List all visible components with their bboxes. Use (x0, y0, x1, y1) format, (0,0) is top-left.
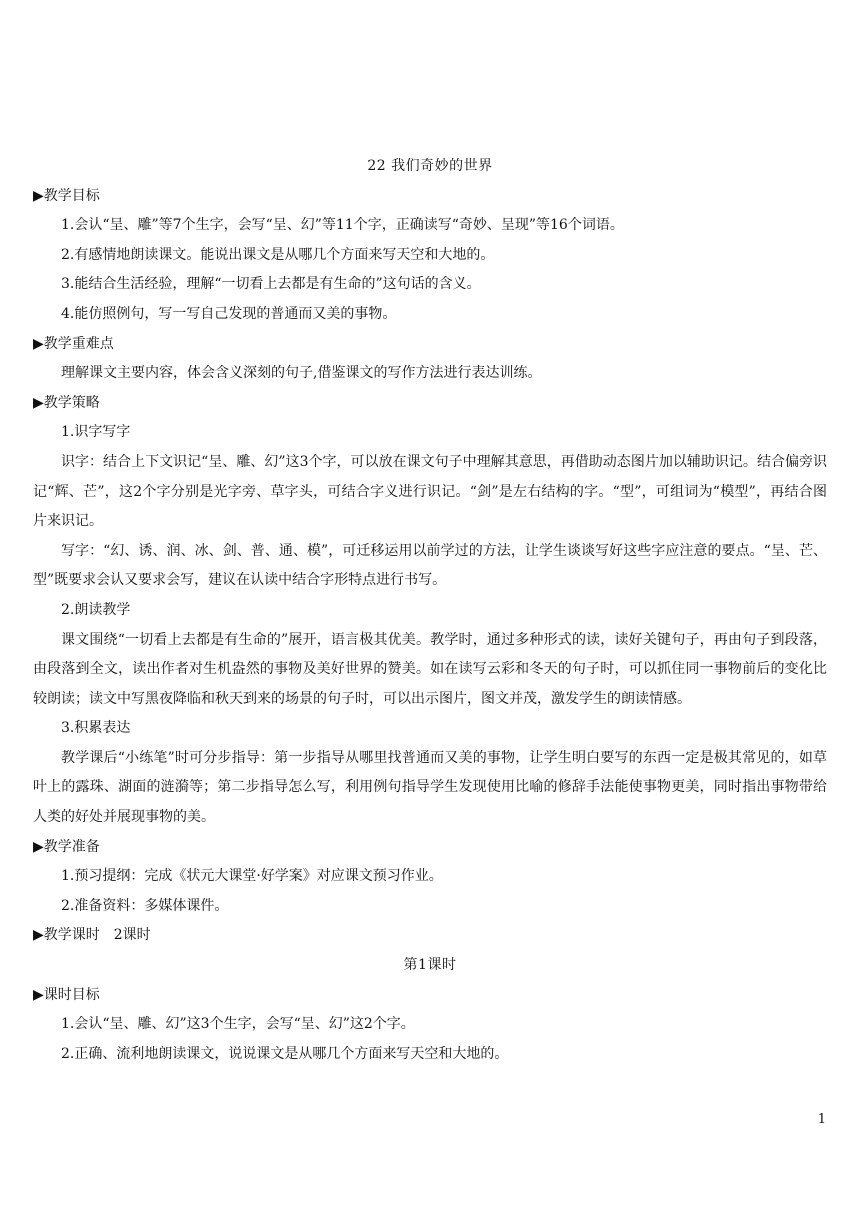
preparation-item: 1.预习提纲：完成《状元大课堂·好学案》对应课文预习作业。 (61, 868, 443, 885)
preparation-item: 2.准备资料：多媒体课件。 (61, 897, 229, 914)
lesson-goal-item: 2.正确、流利地朗读课文，说说课文是从哪几个方面来写天空和大地的。 (61, 1045, 509, 1062)
key-points-text: 理解课文主要内容，体会含义深刻的句子,借鉴课文的写作方法进行表达训练。 (61, 365, 542, 382)
strategy-paragraph-expression: 教学课后“小练笔”时可分步指导：第一步指导从哪里找普通而又美的事物，让学生明白要写的东西一定是极其常见的，如草叶上的露珠、湖面的涟漪等；第二步指导怎么写，利用例句指导学生发现使用比喻的修辞手法能使事物更美，同时指出事物带给人类的好处并展现事物的美。 (33, 749, 827, 826)
strategies-heading: ▶教学策略 (33, 394, 100, 411)
lesson-goal-item: 1.会认“呈、雕、幻”这3个生字，会写“呈、幻”这2个字。 (61, 1016, 415, 1033)
document-title: 22 我们奇妙的世界 (367, 158, 493, 174)
strategy-subtitle-expression: 3.积累表达 (61, 720, 131, 737)
strategy-paragraph-recognition: 识字：结合上下文识记“呈、雕、幻”这3个字，可以放在课文句子中理解其意思，再借助动态图片加以辅助识记。结合偏旁识记“辉、芒”，这2个字分别是光字旁、草字头，可结合字义进行识记。“剑”是左右结构的字。“型”，可组词为“模型”，再结合图片来识记。 (33, 453, 827, 530)
goals-heading: ▶教学目标 (33, 187, 100, 204)
goal-item: 1.会认“呈、雕”等7个生字，会写“呈、幻”等11个字，正确读写“奇妙、呈现”等16个词语。 (61, 217, 624, 234)
goal-item: 4.能仿照例句，写一写自己发现的普通而又美的事物。 (61, 305, 397, 322)
strategy-subtitle-literacy: 1.识字写字 (61, 424, 131, 441)
lesson-goals-heading: ▶课时目标 (33, 986, 100, 1003)
document-content (33, 152, 827, 1069)
strategy-subtitle-reading: 2.朗读教学 (61, 601, 131, 618)
hours-heading: ▶教学课时 2课时 (33, 927, 151, 944)
strategy-paragraph-writing: 写字：“幻、诱、润、冰、剑、普、通、模”，可迁移运用以前学过的方法，让学生谈谈写好这些字应注意的要点。“呈、芒、型”既要求会认又要求会写，建议在认读中结合字形特点进行书写。 (33, 542, 827, 589)
goal-item: 2.有感情地朗读课文。能说出课文是从哪几个方面来写天空和大地的。 (61, 246, 495, 263)
key-points-heading: ▶教学重难点 (33, 335, 114, 352)
goal-item: 3.能结合生活经验，理解“一切看上去都是有生命的”这句话的含义。 (61, 276, 481, 293)
page-number: 1 (817, 1112, 826, 1127)
preparation-heading: ▶教学准备 (33, 838, 100, 855)
strategy-paragraph-reading: 课文围绕“一切看上去都是有生命的”展开，语言极其优美。教学时，通过多种形式的读，读好关键句子，再由句子到段落，由段落到全文，读出作者对生机盎然的事物及美好世界的赞美。如在读写云彩和冬天的句子时，可以抓住同一事物前后的变化比较朗读；读文中写黑夜降临和秋天到来的场景的句子时，可以出示图片，图文并茂，激发学生的朗读情感。 (33, 631, 827, 707)
lesson-title: 第1课时 (403, 957, 457, 974)
